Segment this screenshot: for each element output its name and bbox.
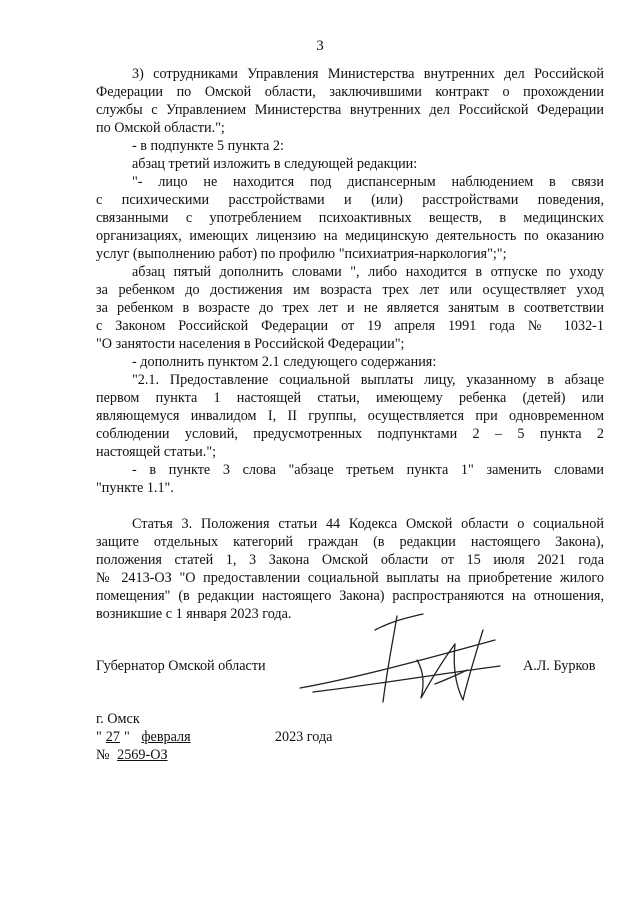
text-line: "пункте 1.1".	[96, 480, 174, 496]
document-number	[96, 747, 168, 764]
text-line: с психическими расстройствами и (или) расстройствами поведения,	[96, 192, 604, 208]
text-line: - дополнить пунктом 2.1 следующего содержания:	[132, 354, 437, 370]
handwritten-signature	[295, 600, 505, 710]
date-day: 27	[105, 729, 120, 745]
text-line: абзац пятый дополнить словами ", либо находится в отпуске по уходу	[132, 264, 604, 280]
number-value: 2569-ОЗ	[117, 747, 168, 763]
date-quote-close: "	[123, 729, 130, 745]
text-line: Федерации по Омской области, заключившими контракт о прохождении	[96, 84, 604, 100]
text-line: абзац третий изложить в следующей редакции:	[132, 156, 418, 172]
text-line: по Омской области.";	[96, 120, 225, 136]
text-line: за ребенком до достижения им возраста трех лет или осуществляет уход	[96, 282, 604, 298]
text-line: - в подпункте 5 пункта 2:	[132, 138, 284, 154]
signatory-name: А.Л. Бурков	[523, 658, 596, 674]
text-line: услуг (выполнению работ) по профилю "психиатрия-наркология";";	[96, 246, 507, 262]
date-month: февраля	[141, 729, 191, 745]
text-line: соблюдении условий, предусмотренных подпунктами 2 – 5 пункта 2	[96, 426, 604, 442]
text-line: с Законом Российской Федерации от 19 апреля 1991 года № 1032-1	[96, 318, 604, 334]
text-line: 3) сотрудниками Управления Министерства внутренних дел Российской	[132, 66, 604, 82]
text-line: "О занятости населения в Российской Федерации";	[96, 336, 405, 352]
number-prefix: №	[96, 747, 110, 763]
text-line: - в пункте 3 слова "абзаце третьем пункта 1" заменить словами	[132, 462, 604, 478]
text-line: первом пункта 1 настоящей статьи, имеющему ребенка (детей) или	[96, 390, 604, 406]
date-line	[96, 729, 332, 746]
text-line: № 2413-ОЗ "О предоставлении социальной выплаты на приобретение жилого	[96, 570, 604, 586]
text-line: защите отдельных категорий граждан (в редакции настоящего Закона),	[96, 534, 604, 550]
text-line: настоящей статьи.";	[96, 444, 217, 460]
text-line: организациях, имеющих лицензию на медицинскую деятельность по оказанию	[96, 228, 604, 244]
place: г. Омск	[96, 711, 140, 727]
date-quote-open: "	[96, 729, 102, 745]
text-line: помещения" (в редакции настоящего Закона) распространяются на отношения,	[96, 588, 604, 604]
page-number: 3	[316, 38, 324, 54]
text-line: службы с Управлением Министерства внутренних дел Российской Федерации	[96, 102, 604, 118]
signatory-title: Губернатор Омской области	[96, 658, 266, 674]
text-line: положения статей 1, 3 Закона Омской области от 15 июля 2021 года	[96, 552, 604, 568]
text-line: Статья 3. Положения статьи 44 Кодекса Омской области о социальной	[132, 516, 604, 532]
text-line: "- лицо не находится под диспансерным наблюдением в связи	[132, 174, 604, 190]
text-line: "2.1. Предоставление социальной выплаты лицу, указанному в абзаце	[132, 372, 604, 388]
date-year: 2023 года	[274, 729, 333, 745]
text-line: связанными с употреблением психоактивных веществ, в медицинских	[96, 210, 604, 226]
text-line: возникшие с 1 января 2023 года.	[96, 606, 292, 622]
text-line: за ребенком в возрасте до трех лет и не является занятым в соответствии	[96, 300, 604, 316]
text-line: являющемуся инвалидом I, II группы, осуществляется при одновременном	[96, 408, 604, 424]
